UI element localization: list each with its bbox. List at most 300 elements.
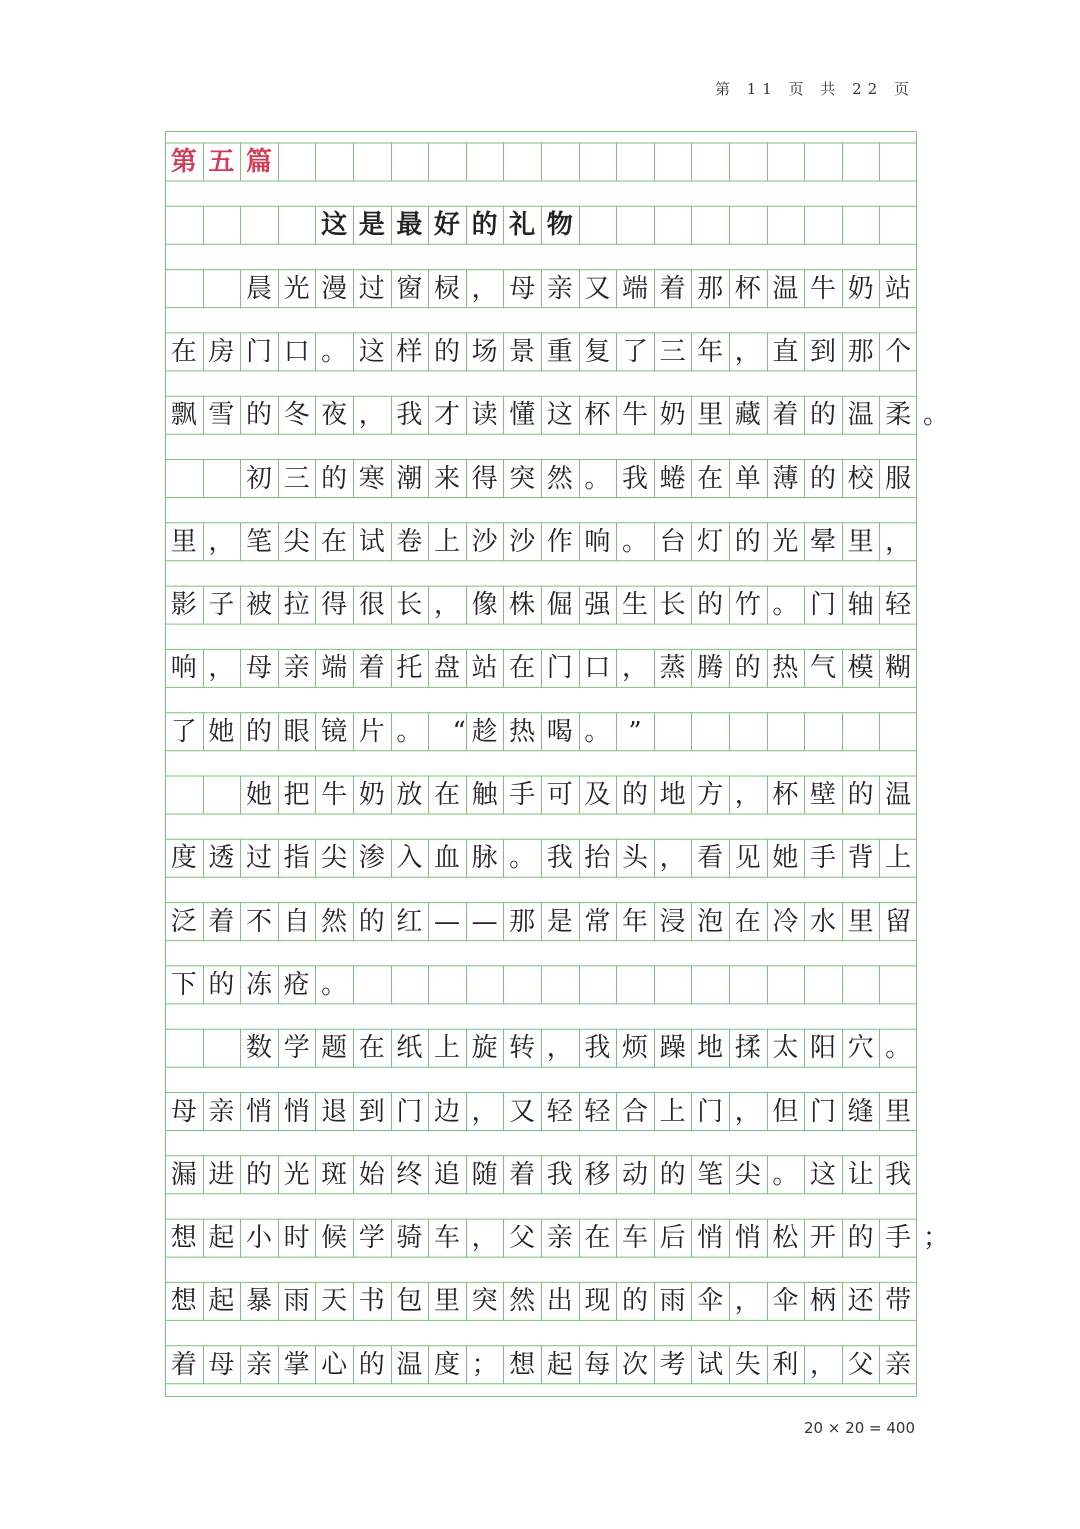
grid-cell-char: 心	[321, 1349, 348, 1380]
grid-cell-char: 生	[621, 590, 648, 621]
grid-cell-char: 的	[208, 969, 235, 1000]
grid-cell-char: 。	[923, 400, 950, 431]
grid-cell-char: 在	[584, 1223, 611, 1254]
grid-cell-char: 沙	[471, 526, 498, 557]
grid-cell-char: ，	[358, 400, 385, 431]
grid-cell-char: ，	[734, 336, 761, 367]
grid-cell-char: 的	[809, 400, 836, 431]
grid-cell-char: 躁	[659, 1033, 686, 1064]
grid-cell-char: 试	[358, 526, 385, 557]
grid-cell-char: 尖	[734, 1159, 761, 1190]
grid-cell-char: 的	[433, 336, 460, 367]
grid-cell-char: 里	[697, 400, 724, 431]
grid-cell-char: 着	[170, 1349, 197, 1380]
grid-cell-char: ，	[471, 273, 498, 304]
grid-cell-char: 候	[321, 1223, 348, 1254]
grid-cell-char: 热	[772, 653, 799, 684]
grid-row	[165, 1156, 917, 1194]
grid-cell-char: 不	[245, 906, 272, 937]
grid-cell-char: 那	[697, 273, 724, 304]
grid-cell-char: ，	[433, 590, 460, 621]
grid-cell-char: 校	[847, 463, 874, 494]
grid-row	[165, 966, 917, 1004]
grid-cell-char: 潮	[396, 463, 423, 494]
grid-cell-char: 见	[734, 843, 761, 874]
grid-cell-char: 场	[471, 336, 498, 367]
grid-cell-char: 景	[509, 336, 536, 367]
grid-cell-char: 始	[358, 1159, 385, 1190]
grid-cell-char: 漫	[321, 273, 348, 304]
grid-cell-char: 漏	[170, 1159, 197, 1190]
grid-cell-char: 纸	[396, 1033, 423, 1064]
grid-cell-char: 旋	[471, 1033, 498, 1064]
grid-cell-char: 服	[885, 463, 912, 494]
grid-cell-char: 牛	[321, 780, 348, 810]
grid-cell-char: 的	[809, 463, 836, 494]
grid-row	[165, 1219, 950, 1257]
grid-cell-char: 五	[208, 147, 235, 177]
grid-cell-char: 冬	[283, 400, 310, 431]
grid-cell-char: 追	[433, 1159, 460, 1190]
grid-cell-char: 的	[734, 526, 761, 557]
grid-cell-char: 上	[885, 843, 912, 874]
grid-cell-char: 。	[772, 590, 799, 621]
grid-cell-char: 的	[734, 653, 761, 684]
grid-cell-char: 物	[546, 210, 573, 241]
grid-cell-char: 长	[396, 590, 423, 621]
grid-cell-char: 笔	[245, 526, 272, 557]
grid-cell-char: 得	[471, 463, 498, 494]
grid-cell-char: 温	[396, 1349, 423, 1380]
grid-row	[165, 1346, 917, 1384]
grid-cell-char: 突	[471, 1286, 498, 1317]
grid-cell-char: 着	[208, 906, 235, 937]
grid-cell-char: 亲	[208, 1096, 235, 1127]
grid-cell-char: 喝	[546, 716, 573, 747]
grid-row	[165, 143, 917, 181]
grid-cell-char: 棂	[433, 273, 460, 304]
grid-cell-char: 来	[433, 463, 460, 494]
grid-cell-char: 时	[283, 1223, 310, 1254]
grid-cell-char: 的	[471, 210, 498, 241]
grid-cell-char: 合	[621, 1096, 648, 1127]
grid-cell-char: 亲	[546, 273, 573, 304]
grid-cell-char: 柄	[809, 1286, 836, 1317]
grid-cell-char: 到	[809, 336, 836, 367]
grid-cell-char: 放	[396, 780, 423, 810]
grid-row	[165, 649, 917, 687]
grid-cell-char: 热	[509, 716, 536, 747]
grid-cell-char: 伞	[697, 1286, 724, 1317]
grid-cell-char: 的	[847, 780, 874, 810]
grid-cell-char: 失	[734, 1349, 761, 1380]
grid-row	[165, 903, 917, 941]
grid-cell-char: 篇	[245, 147, 272, 177]
grid-cell-char: 端	[321, 653, 348, 684]
grid-cell-char: 礼	[509, 210, 536, 241]
grid-cell-char: 牛	[809, 273, 836, 304]
grid-cell-char: 眼	[283, 716, 310, 747]
grid-cell-char: 次	[621, 1349, 648, 1380]
grid-cell-char: 像	[471, 590, 498, 621]
grid-cell-char: 这	[321, 210, 348, 241]
grid-cell-char: 响	[584, 526, 611, 557]
grid-cell-char: 上	[659, 1096, 686, 1127]
grid-cell-char: 腾	[697, 653, 724, 684]
grid-cell-char: 移	[584, 1159, 611, 1190]
grid-cell-char: 可	[546, 780, 573, 810]
grid-cell-char: 株	[509, 590, 536, 621]
grid-cell-char: 揉	[734, 1033, 761, 1064]
grid-cell-char: 窗	[396, 273, 423, 304]
grid-cell-char: 学	[283, 1033, 310, 1064]
grid-cell-char: 。	[321, 336, 348, 367]
grid-cell-char: ”	[628, 716, 642, 747]
grid-cell-char: 她	[245, 780, 272, 810]
grid-cell-char: 着	[772, 400, 799, 431]
grid-cell-char: 起	[208, 1223, 235, 1254]
grid-cell-char: 光	[772, 526, 799, 557]
grid-cell-char: 转	[509, 1033, 536, 1064]
grid-cell-char: 泛	[170, 906, 197, 937]
grid-cell-char: 看	[697, 843, 724, 874]
grid-cell-char: 很	[358, 590, 385, 621]
grid-cell-char: 晨	[245, 273, 272, 304]
grid-cell-char: 才	[433, 400, 460, 431]
grid-cell-char: 门	[809, 1096, 836, 1127]
grid-cell-char: 强	[584, 590, 611, 621]
grid-cell-char: 我	[546, 1159, 573, 1190]
grid-cell-char: 在	[509, 653, 536, 684]
grid-cell-char: 然	[321, 906, 348, 937]
grid-cell-char: 轻	[546, 1096, 573, 1127]
grid-cell-char: ，	[734, 1096, 761, 1127]
grid-cell-char: 母	[509, 273, 536, 304]
grid-cell-char: 口	[283, 336, 310, 367]
grid-cell-char: 下	[170, 969, 197, 1000]
grid-cell-char: 红	[396, 906, 423, 937]
grid-cell-char: 薄	[772, 463, 799, 494]
grid-cell-char: 寒	[358, 463, 385, 494]
grid-cell-char: 三	[283, 463, 310, 494]
grid-cell-char: 常	[584, 906, 611, 937]
grid-cell-char: 我	[396, 400, 423, 431]
grid-cell-char: 轻	[885, 590, 912, 621]
grid-cell-char: 想	[509, 1349, 536, 1380]
grid-cell-char: 试	[697, 1349, 724, 1380]
grid-cell-char: 。	[509, 843, 536, 874]
grid-cell-char: 掌	[283, 1349, 310, 1380]
grid-cell-char: 最	[396, 210, 423, 241]
grid-cell-char: 我	[621, 463, 648, 494]
grid-cell-char: 数	[245, 1033, 272, 1064]
grid-cell-char: 轴	[847, 590, 874, 621]
grid-cell-char: 了	[170, 716, 197, 747]
grid-cell-char: 门	[809, 590, 836, 621]
grid-cell-char: 奶	[659, 400, 686, 431]
grid-cell-char: 然	[509, 1286, 536, 1317]
grid-cell-char: 倔	[546, 590, 573, 621]
grid-cell-char: 糊	[885, 653, 912, 684]
grid-cell-char: 在	[433, 780, 460, 810]
grid-cell-char: 竹	[734, 590, 761, 621]
grid-cell-char: 。	[584, 716, 611, 747]
grid-row	[165, 1282, 917, 1320]
grid-cell-char: 台	[659, 526, 686, 557]
grid-cell-char: 但	[772, 1096, 799, 1127]
grid-cell-char: 上	[433, 526, 460, 557]
grid-cell-char: 蜷	[659, 463, 686, 494]
grid-cell-char: 疮	[283, 969, 310, 1000]
grid-cell-char: 样	[396, 336, 423, 367]
grid-cell-char: 上	[433, 1033, 460, 1064]
grid-cell-char: 书	[358, 1286, 385, 1317]
grid-cell-char: 退	[321, 1096, 348, 1127]
grid-cell-char: 。	[885, 1033, 912, 1064]
grid-cell-char: 雨	[283, 1286, 310, 1317]
grid-cell-char: 想	[170, 1286, 197, 1317]
grid-cell-char: 利	[772, 1349, 799, 1380]
grid-cell-char: 后	[659, 1223, 686, 1254]
grid-cell-char: 让	[847, 1159, 874, 1190]
grid-cell-char: 父	[847, 1349, 874, 1380]
grid-cell-char: 我	[546, 843, 573, 874]
grid-cell-char: 温	[885, 780, 912, 810]
grid-cell-char: 开	[809, 1223, 836, 1254]
grid-cell-char: 着	[509, 1159, 536, 1190]
grid-cell-char: 轻	[584, 1096, 611, 1127]
grid-cell-char: 里	[433, 1286, 460, 1317]
grid-row	[165, 333, 917, 371]
grid-cell-char: 手	[809, 843, 836, 874]
grid-cell-char: 到	[358, 1096, 385, 1127]
grid-cell-char: 第	[170, 147, 197, 177]
grid-cell-char: 雪	[208, 400, 235, 431]
grid-cell-char: 的	[321, 463, 348, 494]
grid-cell-char: 藏	[734, 400, 761, 431]
grid-row	[165, 776, 917, 814]
grid-cell-char: 伞	[772, 1286, 799, 1317]
grid-cell-char: 着	[659, 273, 686, 304]
grid-cell-char: 那	[509, 906, 536, 937]
grid-cell-char: 年	[697, 336, 724, 367]
grid-cell-char: 触	[471, 780, 498, 810]
grid-cell-char: 起	[546, 1349, 573, 1380]
grid-row	[165, 713, 917, 751]
grid-cell-char: ，	[621, 653, 648, 684]
grid-cell-char: 出	[546, 1286, 573, 1317]
grid-cell-char: 入	[396, 843, 423, 874]
grid-cell-char: 牛	[621, 400, 648, 431]
grid-cell-char: 烦	[621, 1033, 648, 1064]
grid-cell-char: 拉	[283, 590, 310, 621]
grid-cell-char: 地	[697, 1033, 724, 1064]
grid-cell-char: 重	[546, 336, 573, 367]
grid-cell-char: 父	[509, 1223, 536, 1254]
grid-cell-char: 随	[471, 1159, 498, 1190]
grid-cell-char: 背	[847, 843, 874, 874]
grid-cell-char: 母	[208, 1349, 235, 1380]
grid-cell-char: ，	[208, 526, 235, 557]
grid-cell-char: 尖	[321, 843, 348, 874]
grid-cell-char: 房	[208, 336, 235, 367]
grid-cell-char: 的	[847, 1223, 874, 1254]
grid-row	[165, 839, 917, 877]
grid-cell-char: 亲	[546, 1223, 573, 1254]
grid-cell-char: 被	[245, 590, 272, 621]
grid-cell-char: 这	[809, 1159, 836, 1190]
grid-cell-char: 是	[546, 906, 573, 937]
grid-cell-char: 得	[321, 590, 348, 621]
grid-cell-char: 又	[509, 1096, 536, 1127]
grid-cell-char: —	[433, 906, 460, 937]
grid-cell-char: 门	[396, 1096, 423, 1127]
grid-cell-char: 门	[245, 336, 272, 367]
grid-cell-char: 片	[358, 716, 385, 747]
grid-cell-char: 把	[283, 780, 310, 810]
grid-row	[165, 206, 917, 244]
grid-cell-char: 的	[358, 1349, 385, 1380]
grid-cell-char: 她	[772, 843, 799, 874]
grid-cell-char: 模	[847, 653, 874, 684]
grid-cell-char: 奶	[358, 780, 385, 810]
grid-cell-char: 着	[358, 653, 385, 684]
grid-cell-char: 骑	[396, 1223, 423, 1254]
grid-cell-char: 子	[208, 590, 235, 621]
grid-cell-char: 温	[847, 400, 874, 431]
grid-cell-char: 自	[283, 906, 310, 937]
grid-cell-char: 她	[208, 716, 235, 747]
grid-cell-char: 复	[584, 336, 611, 367]
grid-cell-char: 壁	[809, 780, 836, 810]
grid-cell-char: 留	[885, 906, 912, 937]
grid-cell-char: 边	[433, 1096, 460, 1127]
grid-cell-char: 亲	[885, 1349, 912, 1380]
grid-cell-char: 杯	[772, 780, 799, 810]
grid-row	[165, 270, 917, 308]
grid-cell-char: 沙	[509, 526, 536, 557]
grid-cell-char: 趁	[471, 716, 498, 747]
grid-cell-char: 的	[659, 1159, 686, 1190]
grid-cell-char: 缝	[847, 1096, 874, 1127]
word-count-footer: 20 × 20 = 400	[803, 1419, 915, 1437]
grid-cell-char: 门	[697, 1096, 724, 1127]
grid-cell-char: 进	[208, 1159, 235, 1190]
grid-cell-char: ，	[885, 526, 912, 557]
grid-cell-char: 浸	[659, 906, 686, 937]
grid-cell-char: 在	[697, 463, 724, 494]
grid-cell-char: —	[471, 906, 498, 937]
grid-cell-char: 悄	[245, 1096, 272, 1127]
grid-cell-char: 里	[885, 1096, 912, 1127]
grid-cell-char: 这	[358, 336, 385, 367]
grid-cell-char: 初	[245, 463, 272, 494]
grid-cell-char: 及	[584, 780, 611, 810]
grid-cell-char: 我	[885, 1159, 912, 1190]
grid-cell-char: 松	[772, 1223, 799, 1254]
grid-cell-char: 这	[546, 400, 573, 431]
grid-cell-char: 起	[208, 1286, 235, 1317]
grid-cell-char: 渗	[358, 843, 385, 874]
grid-cell-char: 蒸	[659, 653, 686, 684]
grid-cell-char: 悄	[697, 1223, 724, 1254]
grid-cell-char: 在	[358, 1033, 385, 1064]
grid-cell-char: 的	[245, 1159, 272, 1190]
grid-cell-char: 题	[321, 1033, 348, 1064]
grid-cell-char: ，	[208, 653, 235, 684]
grid-cell-char: 长	[659, 590, 686, 621]
composition-grid	[165, 131, 950, 1397]
grid-cell-char: 带	[885, 1286, 912, 1317]
grid-cell-char: 里	[847, 526, 874, 557]
grid-lines	[165, 131, 917, 1397]
grid-cell-char: 包	[396, 1286, 423, 1317]
grid-cell-char: 在	[734, 906, 761, 937]
grid-row	[165, 523, 917, 561]
grid-cell-char: 作	[546, 526, 573, 557]
grid-cell-char: 方	[697, 780, 724, 810]
grid-cell-char: 的	[245, 716, 272, 747]
grid-cell-char: 。	[772, 1159, 799, 1190]
grid-cell-char: 好	[433, 210, 460, 241]
grid-cell-char: 度	[170, 843, 197, 874]
grid-cell-char: ，	[734, 780, 761, 810]
grid-cell-char: 。	[396, 716, 423, 747]
grid-cell-char: 门	[546, 653, 573, 684]
grid-cell-char: 光	[283, 273, 310, 304]
grid-cell-char: 镜	[321, 716, 348, 747]
grid-cell-char: 的	[245, 400, 272, 431]
grid-row	[165, 586, 917, 624]
grid-cell-char: 还	[847, 1286, 874, 1317]
grid-cell-char: 影	[170, 590, 197, 621]
grid-row	[165, 396, 950, 434]
grid-cell-char: 悄	[734, 1223, 761, 1254]
grid-cell-char: 年	[621, 906, 648, 937]
grid-cell-char: 现	[584, 1286, 611, 1317]
grid-cell-char: 读	[471, 400, 498, 431]
grid-cell-char: 阳	[809, 1033, 836, 1064]
page-indicator: 第 11 页 共 22 页	[714, 80, 915, 98]
grid-cell-char: 懂	[509, 400, 536, 431]
grid-cell-char: 小	[245, 1223, 272, 1254]
grid-cell-char: 血	[433, 843, 460, 874]
grid-cell-char: 在	[170, 336, 197, 367]
grid-cell-char: 水	[809, 906, 836, 937]
grid-cell-char: ，	[734, 1286, 761, 1317]
grid-cell-char: 头	[621, 843, 648, 874]
grid-cell-char: “	[452, 716, 466, 747]
grid-cell-char: ，	[471, 1096, 498, 1127]
grid-cell-char: 泡	[697, 906, 724, 937]
grid-cell-char: 。	[621, 526, 648, 557]
grid-cell-char: 里	[847, 906, 874, 937]
grid-cell-char: 太	[772, 1033, 799, 1064]
grid-cell-char: 个	[885, 336, 912, 367]
grid-cell-char: 灯	[697, 526, 724, 557]
grid-cell-char: 冻	[245, 969, 272, 1000]
grid-cell-char: 车	[621, 1223, 648, 1254]
grid-cell-char: 晕	[809, 526, 836, 557]
grid-cell-char: 又	[584, 273, 611, 304]
grid-cell-char: 手	[885, 1223, 912, 1254]
grid-row	[165, 1029, 917, 1067]
grid-cell-char: 冷	[772, 906, 799, 937]
grid-cell-char: 的	[358, 906, 385, 937]
grid-cell-char: 过	[358, 273, 385, 304]
grid-cell-char: 亲	[283, 653, 310, 684]
grid-cell-char: 的	[697, 590, 724, 621]
